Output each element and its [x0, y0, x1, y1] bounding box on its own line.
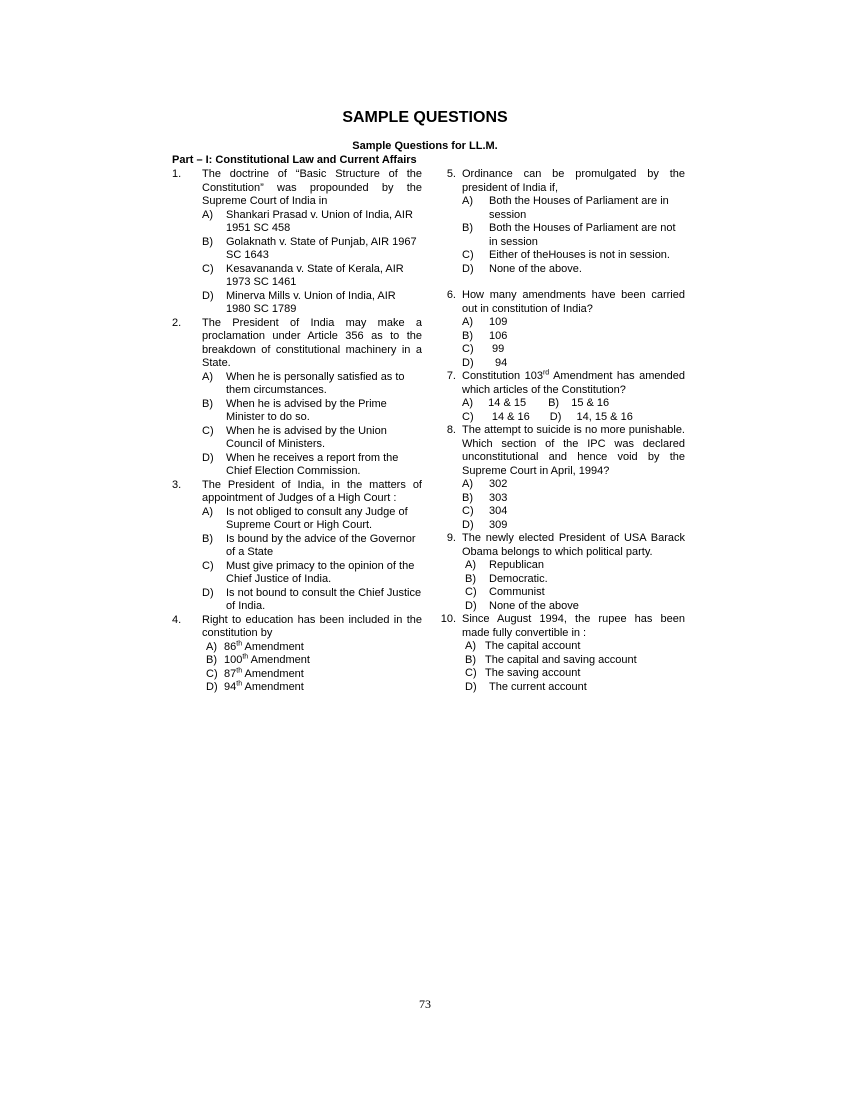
option-text: Shankari Prasad v. Union of India, AIR 1951 SC 458: [226, 208, 413, 234]
option: [465, 654, 685, 668]
option-letter: D): [462, 262, 474, 275]
option: [206, 668, 422, 682]
option-text: 303: [489, 491, 508, 504]
question-number: 9.: [446, 532, 456, 544]
option: [462, 411, 536, 425]
option-text: When he is personally satisfied as to them circumstances.: [226, 370, 405, 396]
option-text: 99: [492, 343, 505, 355]
option: [202, 209, 422, 236]
option-text: 14 & 16: [491, 410, 530, 423]
option: [462, 505, 685, 519]
question-stem: [462, 370, 685, 397]
question-stem: The President of India, in the matters of appointment of Judges of a High Court :: [202, 478, 422, 504]
option-letter: D): [549, 410, 562, 423]
option-number: 94: [224, 681, 237, 693]
question-6: [440, 289, 685, 370]
option-letter: C): [465, 586, 477, 598]
option: [202, 425, 422, 452]
option-letter: C): [462, 410, 474, 423]
option: [206, 641, 422, 655]
option: [462, 263, 685, 277]
option-text: Both the Houses of Parliament are in session: [489, 195, 669, 221]
question-stem: Ordinance can be promulgated by the president of India if,: [462, 168, 685, 194]
option-text: Amendment: [244, 640, 304, 653]
option: [202, 560, 422, 587]
stem-text: Amendment has amended which articles of the Constitution?: [462, 370, 686, 396]
option: [462, 222, 685, 249]
left-column: [172, 168, 422, 695]
question-number: 5.: [446, 168, 456, 180]
option-text: The capital account: [485, 640, 581, 652]
option: [465, 667, 685, 681]
option-letter: C): [202, 262, 214, 275]
question-10: [440, 613, 685, 694]
option-letter: C): [206, 667, 218, 680]
option-text: 15 & 16: [571, 397, 610, 409]
option: [202, 371, 422, 398]
option: [465, 600, 685, 614]
option-letter: B): [548, 397, 560, 409]
option-letter: A): [202, 505, 213, 518]
question-number: 10.: [440, 613, 456, 625]
option: [462, 478, 685, 492]
question-1: [172, 168, 422, 317]
option-text: The capital and saving account: [485, 653, 637, 666]
option-text: 94: [495, 356, 508, 369]
option: [462, 316, 685, 330]
option-letter: B): [465, 653, 476, 666]
option-superscript: th: [236, 666, 243, 674]
option-letter: A): [462, 478, 473, 490]
option-text: 106: [489, 329, 508, 342]
option-number: 86: [224, 640, 237, 653]
option: [202, 263, 422, 290]
option-text: 302: [489, 478, 508, 490]
option-text: 14, 15 & 16: [576, 410, 633, 423]
question-stem: The newly elected President of USA Barack Obama belongs to which political party.: [462, 532, 685, 558]
question-4: [172, 614, 422, 695]
question-stem: The doctrine of “Basic Structure of the Constitution” was propounded by the Supreme Court of India in: [202, 168, 422, 207]
option-text: None of the above.: [489, 262, 582, 275]
option-text: When he receives a report from the Chief Election Commission.: [226, 451, 399, 477]
question-stem: Right to education has been included in the constitution by: [202, 613, 422, 639]
option-superscript: th: [236, 680, 243, 688]
option: [202, 533, 422, 560]
option: [206, 681, 422, 695]
stem-superscript: rd: [542, 369, 550, 377]
option: [465, 586, 685, 600]
option-letter: D): [202, 451, 214, 464]
option: [462, 357, 685, 371]
option-text: Is not obliged to consult any Judge of Supreme Court or High Court.: [226, 505, 408, 531]
option-text: Kesavananda v. State of Kerala, AIR 1973 SC 1461: [226, 262, 404, 288]
option: [202, 506, 422, 533]
option: [465, 681, 685, 695]
question-3: [172, 479, 422, 614]
option-letter: A): [206, 640, 217, 653]
option: [202, 452, 422, 479]
option-letter: C): [462, 249, 474, 261]
question-stem: The attempt to suicide is no more punishable. Which section of the IPC was declared unconstitutional and hence void by the Supreme Court in April, 1994?: [462, 424, 685, 477]
part-heading: Part – I: Constitutional Law and Current Affairs: [172, 154, 417, 166]
option-text: Is bound by the advice of the Governor of a State: [226, 532, 416, 558]
option-text: Amendment: [244, 667, 304, 680]
option-letter: B): [462, 222, 473, 234]
option-letter: D): [465, 599, 477, 612]
option-row: [462, 411, 685, 425]
option-text: The saving account: [485, 667, 581, 679]
option-letter: A): [202, 208, 213, 221]
option-text: Is not bound to consult the Chief Justice of India.: [226, 586, 422, 612]
page-title: SAMPLE QUESTIONS: [342, 109, 508, 126]
option-letter: D): [202, 289, 214, 302]
option: [202, 290, 422, 317]
option: [202, 587, 422, 614]
option-text: Either of theHouses is not in session.: [489, 249, 670, 261]
question-8: [440, 424, 685, 532]
option-text: 304: [489, 505, 508, 517]
option-text: Minerva Mills v. Union of India, AIR 1980 SC 1789: [226, 289, 396, 315]
option-letter: B): [202, 532, 213, 545]
question-9: [440, 532, 685, 613]
option: [462, 492, 685, 506]
right-column: [440, 168, 685, 694]
option-text: Golaknath v. State of Punjab, AIR 1967 SC 1643: [226, 235, 417, 261]
option-text: When he is advised by the Union Council of Ministers.: [226, 424, 387, 450]
option-letter: A): [462, 397, 473, 409]
option-letter: A): [202, 370, 213, 383]
option-letter: D): [462, 518, 474, 531]
option-superscript: th: [236, 639, 243, 647]
question-number: 6.: [446, 289, 456, 301]
option: [462, 519, 685, 533]
option-letter: C): [202, 559, 214, 572]
question-number: 1.: [172, 168, 182, 180]
option-text: 14 & 15: [488, 397, 527, 409]
option-letter: C): [462, 505, 474, 517]
option-text: Both the Houses of Parliament are not in session: [489, 222, 676, 248]
option: [548, 397, 615, 411]
option-letter: B): [462, 329, 473, 342]
option-text: Amendment: [244, 681, 304, 693]
option-letter: A): [465, 559, 476, 571]
option: [202, 236, 422, 263]
option-text: The current account: [489, 680, 587, 693]
option-text: None of the above: [489, 599, 579, 612]
option-letter: D): [206, 681, 218, 693]
option-text: 309: [489, 518, 508, 531]
option: [462, 330, 685, 344]
option: [462, 195, 685, 222]
option-letter: A): [462, 195, 473, 207]
page-number: 73: [419, 997, 431, 1011]
option-letter: C): [462, 343, 474, 355]
option-letter: C): [465, 667, 477, 679]
option-number: 100: [224, 654, 243, 666]
option: [550, 411, 639, 425]
option-letter: B): [206, 654, 217, 666]
option-superscript: th: [242, 653, 249, 661]
option-letter: D): [465, 680, 477, 693]
option-letter: B): [202, 235, 213, 248]
option-row: [462, 397, 685, 411]
option: [465, 573, 685, 587]
option: [462, 249, 685, 263]
question-number: 3.: [172, 478, 182, 491]
option-letter: D): [202, 586, 214, 599]
option-letter: D): [462, 356, 474, 369]
question-number: 2.: [172, 316, 182, 329]
option: [462, 397, 532, 411]
option-text: Must give primacy to the opinion of the Chief Justice of India.: [226, 559, 415, 585]
option-text: Communist: [489, 586, 545, 598]
question-stem: The President of India may make a proclamation under Article 356 as to the breakdown of constitutional machinery in a State.: [202, 316, 422, 369]
question-2: [172, 317, 422, 479]
question-number: 8.: [446, 424, 456, 436]
option: [465, 640, 685, 654]
option-text: Democratic.: [489, 572, 548, 585]
option-letter: A): [462, 316, 473, 328]
option-text: When he is advised by the Prime Minister to do so.: [226, 397, 387, 423]
option-letter: B): [202, 397, 213, 410]
stem-text: Constitution 103: [462, 370, 543, 382]
option-letter: C): [202, 424, 214, 437]
option: [202, 398, 422, 425]
option: [206, 654, 422, 668]
option-letter: B): [465, 572, 476, 585]
option: [462, 343, 685, 357]
question-number: 7.: [446, 370, 456, 382]
option-text: Republican: [489, 559, 545, 571]
question-number: 4.: [172, 613, 182, 626]
option-number: 87: [224, 667, 237, 680]
option: [465, 559, 685, 573]
option-text: Amendment: [250, 654, 310, 666]
page-subtitle: Sample Questions for LL.M.: [352, 140, 498, 152]
question-stem: Since August 1994, the rupee has been made fully convertible in :: [462, 613, 685, 639]
question-5: [440, 168, 685, 276]
option-letter: A): [465, 640, 476, 652]
option-text: 109: [489, 316, 508, 328]
question-7: [440, 370, 685, 424]
question-stem: How many amendments have been carried out in constitution of India?: [462, 289, 685, 315]
option-letter: B): [462, 491, 473, 504]
